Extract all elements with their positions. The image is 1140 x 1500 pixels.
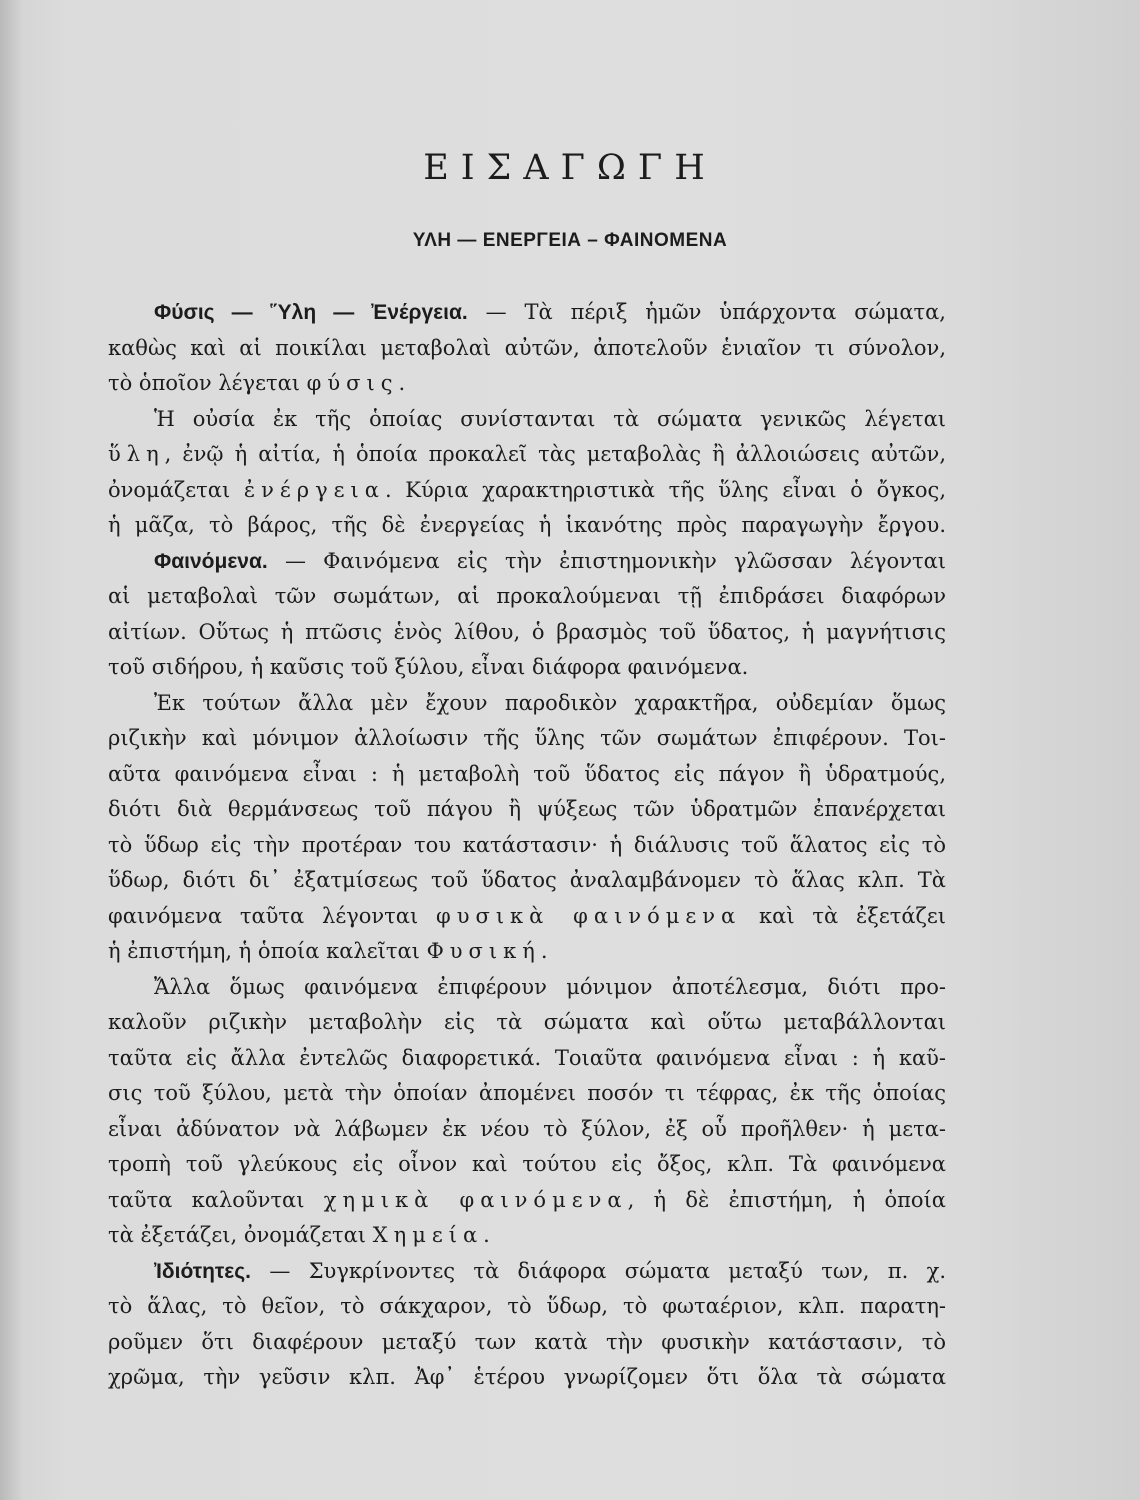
paragraph-chemika-line-2: καλοῦν ριζικὴν μεταβολὴν εἰς τὰ σώματα καὶ οὕτω μεταβάλλονται [108,1010,946,1034]
chapter-title: ΕΙΣΑΓΩΓΗ [423,148,717,188]
paragraph-physika-line-3: αῦτα φαινόμενα εἶναι : ἡ μεταβολὴ τοῦ ὕδατος εἰς πάγον ἢ ὑδρατμούς, [108,761,946,786]
paragraph-physika-line-6: ὕδωρ, διότι δι᾽ ἐξατμίσεως τοῦ ὕδατος ἀναλαμβάνομεν τὸ ἅλας κλπ. Τὰ [108,868,946,892]
section-heading-physis: Φύσις — Ὕλη — Ἐνέργεια. [154,301,468,324]
paragraph-chemika-line-8: τὰ ἐξετάζει, ὀνομάζεται Χημεία. [108,1223,496,1247]
paragraph-physis-line-1: Φύσις — Ὕλη — Ἐνέργεια. — Τὰ πέριξ ἡμῶν ὑπάρχοντα σώματα, [154,300,946,324]
term-physike: Φυσική. [426,939,554,963]
term-energeia: ἐνέργεια [243,477,385,502]
paragraph-idiotetes-line-3: ροῦμεν ὅτι διαφέρουν μεταξύ των κατὰ τὴν φυσικὴν κατάστασιν, τὸ [108,1329,946,1354]
section-heading-idiotetes: Ἰδιότητες. [154,1259,251,1283]
term-chemika-phainomena: χημικὰ φαινόμενα [323,1187,628,1212]
chapter-subtitle: ΥΛΗ — ΕΝΕΡΓΕΙΑ – ΦΑΙΝΟΜΕΝΑ [412,230,728,251]
page-edge-shadow [0,0,22,1500]
paragraph-chemika-line-6: τροπὴ τοῦ γλεύκους εἰς οἶνον καὶ τούτου εἰς ὄξος, κλπ. Τὰ φαινόμενα [108,1152,946,1176]
term-chemeia: Χημεία. [372,1223,496,1247]
paragraph-phainomena-line-4: τοῦ σιδήρου, ἡ καῦσις τοῦ ξύλου, εἶναι διάφορα φαινόμενα. [108,655,749,679]
paragraph-chemika-line-7: ταῦτα καλοῦνται χημικὰ φαινόμενα, ἡ δὲ ἐπιστήμη, ἡ ὁποία [108,1187,946,1212]
paragraph-hyle-line-1: Ἡ οὐσία ἐκ τῆς ὁποίας συνίστανται τὰ σώματα γενικῶς λέγεται [154,406,946,431]
paragraph-chemika-line-1: Ἄλλα ὅμως φαινόμενα ἐπιφέρουν μόνιμον ἀποτέλεσμα, διότι προ- [154,974,946,999]
paragraph-idiotetes-line-4: χρῶμα, τὴν γεῦσιν κλπ. Ἀφ᾽ ἑτέρου γνωρίζομεν ὅτι ὅλα τὰ σώματα [108,1365,946,1389]
paragraph-hyle-line-2: ὕλη, ἐνῷ ἡ αἰτία, ἡ ὁποία προκαλεῖ τὰς μεταβολὰς ἢ ἀλλοιώσεις αὐτῶν, [108,442,946,466]
paragraph-chemika-line-4: σις τοῦ ξύλου, μετὰ τὴν ὁποίαν ἀπομένει ποσόν τι τέφρας, ἐκ τῆς ὁποίας [108,1081,946,1105]
term-hyle: ὕλη [108,442,165,466]
paragraph-phainomena-line-2: αἱ μεταβολαὶ τῶν σωμάτων, αἱ προκαλούμεναι τῇ ἐπιδράσει διαφόρων [108,584,946,608]
paragraph-phainomena-line-3: αἰτίων. Οὕτως ἡ πτῶσις ἑνὸς λίθου, ὁ βρασμὸς τοῦ ὕδατος, ἡ μαγνήτισις [108,619,946,644]
paragraph-physika-line-4: διότι διὰ θερμάνσεως τοῦ πάγου ἢ ψύξεως τῶν ὑδρατμῶν ἐπανέρχεται [108,797,946,821]
paragraph-physika-line-1: Ἐκ τούτων ἄλλα μὲν ἔχουν παροδικὸν χαρακτῆρα, οὐδεμίαν ὅμως [154,690,946,715]
paragraph-idiotetes-line-1: Ἰδιότητες. — Συγκρίνοντες τὰ διάφορα σώματα μεταξύ των, π. χ. [154,1258,946,1283]
paragraph-physis-line-3: τὸ ὁποῖον λέγεται φύσις. [108,371,412,395]
paragraph-chemika-line-3: ταῦτα εἰς ἄλλα ἐντελῶς διαφορετικά. Τοιαῦτα φαινόμενα εἶναι : ἡ καῦ- [108,1045,946,1070]
paragraph-physika-line-7: φαινόμενα ταῦτα λέγονται φυσικὰ φαινόμενα καὶ τὰ ἐξετάζει [108,903,946,928]
body-text [108,295,946,1396]
section-heading-phainomena: Φαινόμενα. [154,549,268,573]
term-physis: φύσις. [306,371,412,395]
paragraph-hyle-line-4: ἡ μᾶζα, τὸ βάρος, τῆς δὲ ἐνεργείας ἡ ἱκανότης πρὸς παραγωγὴν ἔργου. [108,513,946,537]
paragraph-physika-line-2: ριζικὴν καὶ μόνιμον ἀλλοίωσιν τῆς ὕλης τῶν σωμάτων ἐπιφέρουν. Τοι- [108,726,946,750]
paragraph-phainomena-line-1: Φαινόμενα. — Φαινόμενα εἰς τὴν ἐπιστημονικὴν γλῶσσαν λέγονται [154,548,946,573]
paragraph-physika-line-8: ἡ ἐπιστήμη, ἡ ὁποία καλεῖται Φυσική. [108,939,554,963]
paragraph-physika-line-5: τὸ ὕδωρ εἰς τὴν προτέραν του κατάστασιν· ἡ διάλυσις τοῦ ἅλατος εἰς τὸ [108,832,946,857]
paragraph-physis-line-2: καθὼς καὶ αἱ ποικίλαι μεταβολαὶ αὐτῶν, ἀποτελοῦν ἑνιαῖον τι σύνολον, [108,335,946,360]
page-fold-shadow [960,0,1140,1500]
term-physika-phainomena: φυσικὰ φαινόμενα [436,903,742,928]
paragraph-chemika-line-5: εἶναι ἀδύνατον νὰ λάβωμεν ἐκ νέου τὸ ξύλον, ἐξ οὗ προῆλθεν· ἡ μετα- [108,1116,946,1141]
paragraph-idiotetes-line-2: τὸ ἅλας, τὸ θεῖον, τὸ σάκχαρον, τὸ ὕδωρ, τὸ φωταέριον, κλπ. παρατη- [108,1294,946,1318]
paragraph-hyle-line-3: ὀνομάζεται ἐνέργεια. Κύρια χαρακτηριστικὰ τῆς ὕλης εἶναι ὁ ὄγκος, [108,477,946,502]
